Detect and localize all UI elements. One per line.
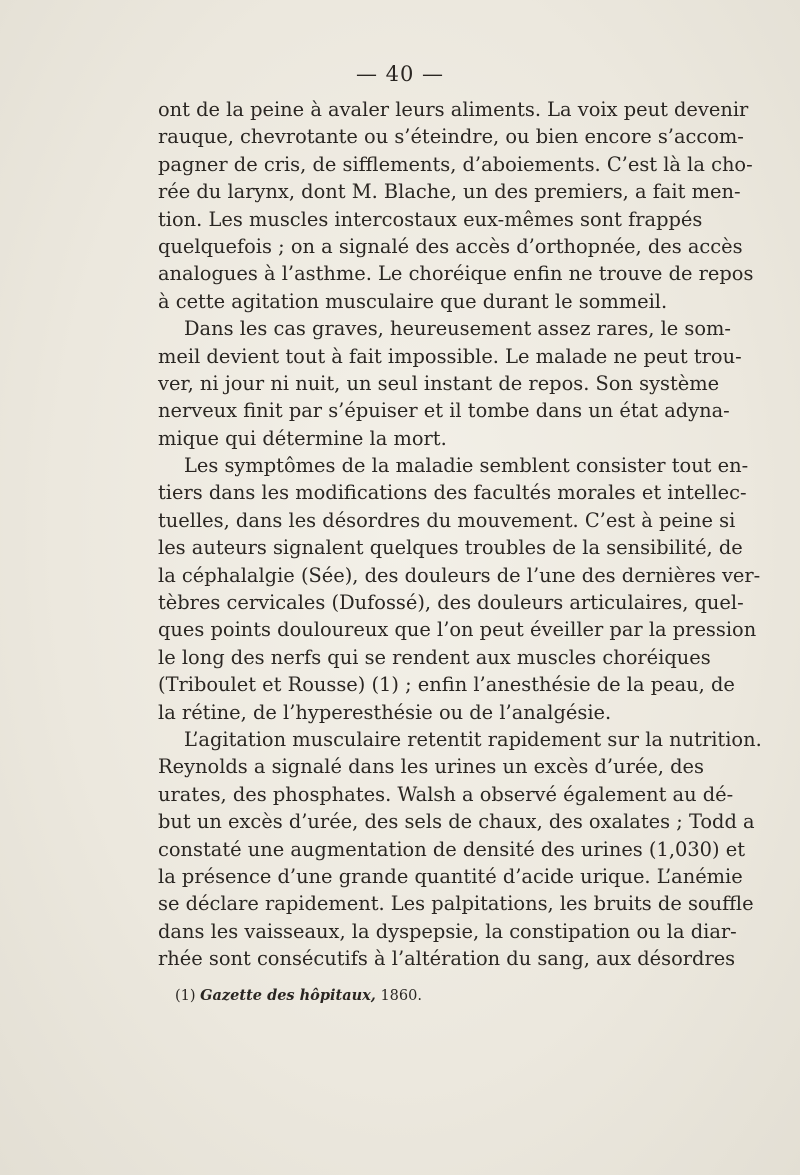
text-line: rhée sont consécutifs à l’altération du sang, aux désordres xyxy=(158,947,736,971)
text-line: se déclare rapidement. Les palpitations, les bruits de souffle xyxy=(158,892,754,916)
footnote-marker: (1) xyxy=(175,988,196,1004)
text-line: nerveux finit par s’épuiser et il tombe dans un état adyna- xyxy=(158,399,730,423)
text-line: pagner de cris, de sifflements, d’aboiements. C’est là la cho- xyxy=(158,152,753,176)
text-line: la céphalalgie (Sée), des douleurs de l’une des dernières ver- xyxy=(158,563,761,587)
body-text xyxy=(158,96,762,973)
text-line: (Triboulet et Rousse) (1) ; enfin l’anesthésie de la peau, de xyxy=(158,673,735,697)
text-line: rauque, chevrotante ou s’éteindre, ou bien encore s’accom- xyxy=(158,125,744,149)
text-line: tuelles, dans les désordres du mouvement. C’est à peine si xyxy=(158,508,736,532)
text-line: tiers dans les modifications des facultés morales et intellec- xyxy=(158,481,747,505)
text-line: ques points douloureux que l’on peut éveiller par la pression xyxy=(158,618,757,642)
text-line: but un excès d’urée, des sels de chaux, des oxalates ; Todd a xyxy=(158,810,755,834)
page-number: — 40 — xyxy=(355,62,445,86)
text-line: mique qui détermine la mort. xyxy=(158,426,447,450)
text-line: la rétine, de l’hyperesthésie ou de l’analgésie. xyxy=(158,700,612,724)
footnote-year: 1860. xyxy=(380,988,422,1004)
text-line: la présence d’une grande quantité d’acide urique. L’anémie xyxy=(158,864,743,888)
footnote xyxy=(175,987,422,1004)
text-line: les auteurs signalent quelques troubles de la sensibilité, de xyxy=(158,536,743,560)
text-line: rée du larynx, dont M. Blache, un des premiers, a fait men- xyxy=(158,180,741,204)
text-line: constaté une augmentation de densité des urines (1,030) et xyxy=(158,837,745,861)
text-line: L’agitation musculaire retentit rapidement sur la nutrition. xyxy=(184,727,762,751)
text-line: tion. Les muscles intercostaux eux-mêmes sont frappés xyxy=(158,207,703,231)
text-line: Les symptômes de la maladie semblent consister tout en- xyxy=(184,454,749,478)
text-line: tèbres cervicales (Dufossé), des douleurs articulaires, quel- xyxy=(158,591,744,615)
text-line: Reynolds a signalé dans les urines un excès d’urée, des xyxy=(158,755,704,779)
text-line: Dans les cas graves, heureusement assez rares, le som- xyxy=(184,317,731,341)
text-line: ont de la peine à avaler leurs aliments. La voix peut devenir xyxy=(158,98,749,121)
text-line: analogues à l’asthme. Le choréique enfin ne trouve de repos xyxy=(158,262,754,286)
text-line: le long des nerfs qui se rendent aux muscles choréiques xyxy=(158,645,711,669)
text-line: quelquefois ; on a signalé des accès d’orthopnée, des accès xyxy=(158,234,743,258)
footnote-source: Gazette des hôpitaux, xyxy=(200,987,376,1004)
text-line: dans les vaisseaux, la dyspepsie, la constipation ou la diar- xyxy=(158,919,737,943)
text-line: à cette agitation musculaire que durant le sommeil. xyxy=(158,289,668,313)
text-line: meil devient tout à fait impossible. Le malade ne peut trou- xyxy=(158,344,742,368)
text-line: ver, ni jour ni nuit, un seul instant de repos. Son système xyxy=(158,371,720,395)
text-line: urates, des phosphates. Walsh a observé également au dé- xyxy=(158,782,734,806)
